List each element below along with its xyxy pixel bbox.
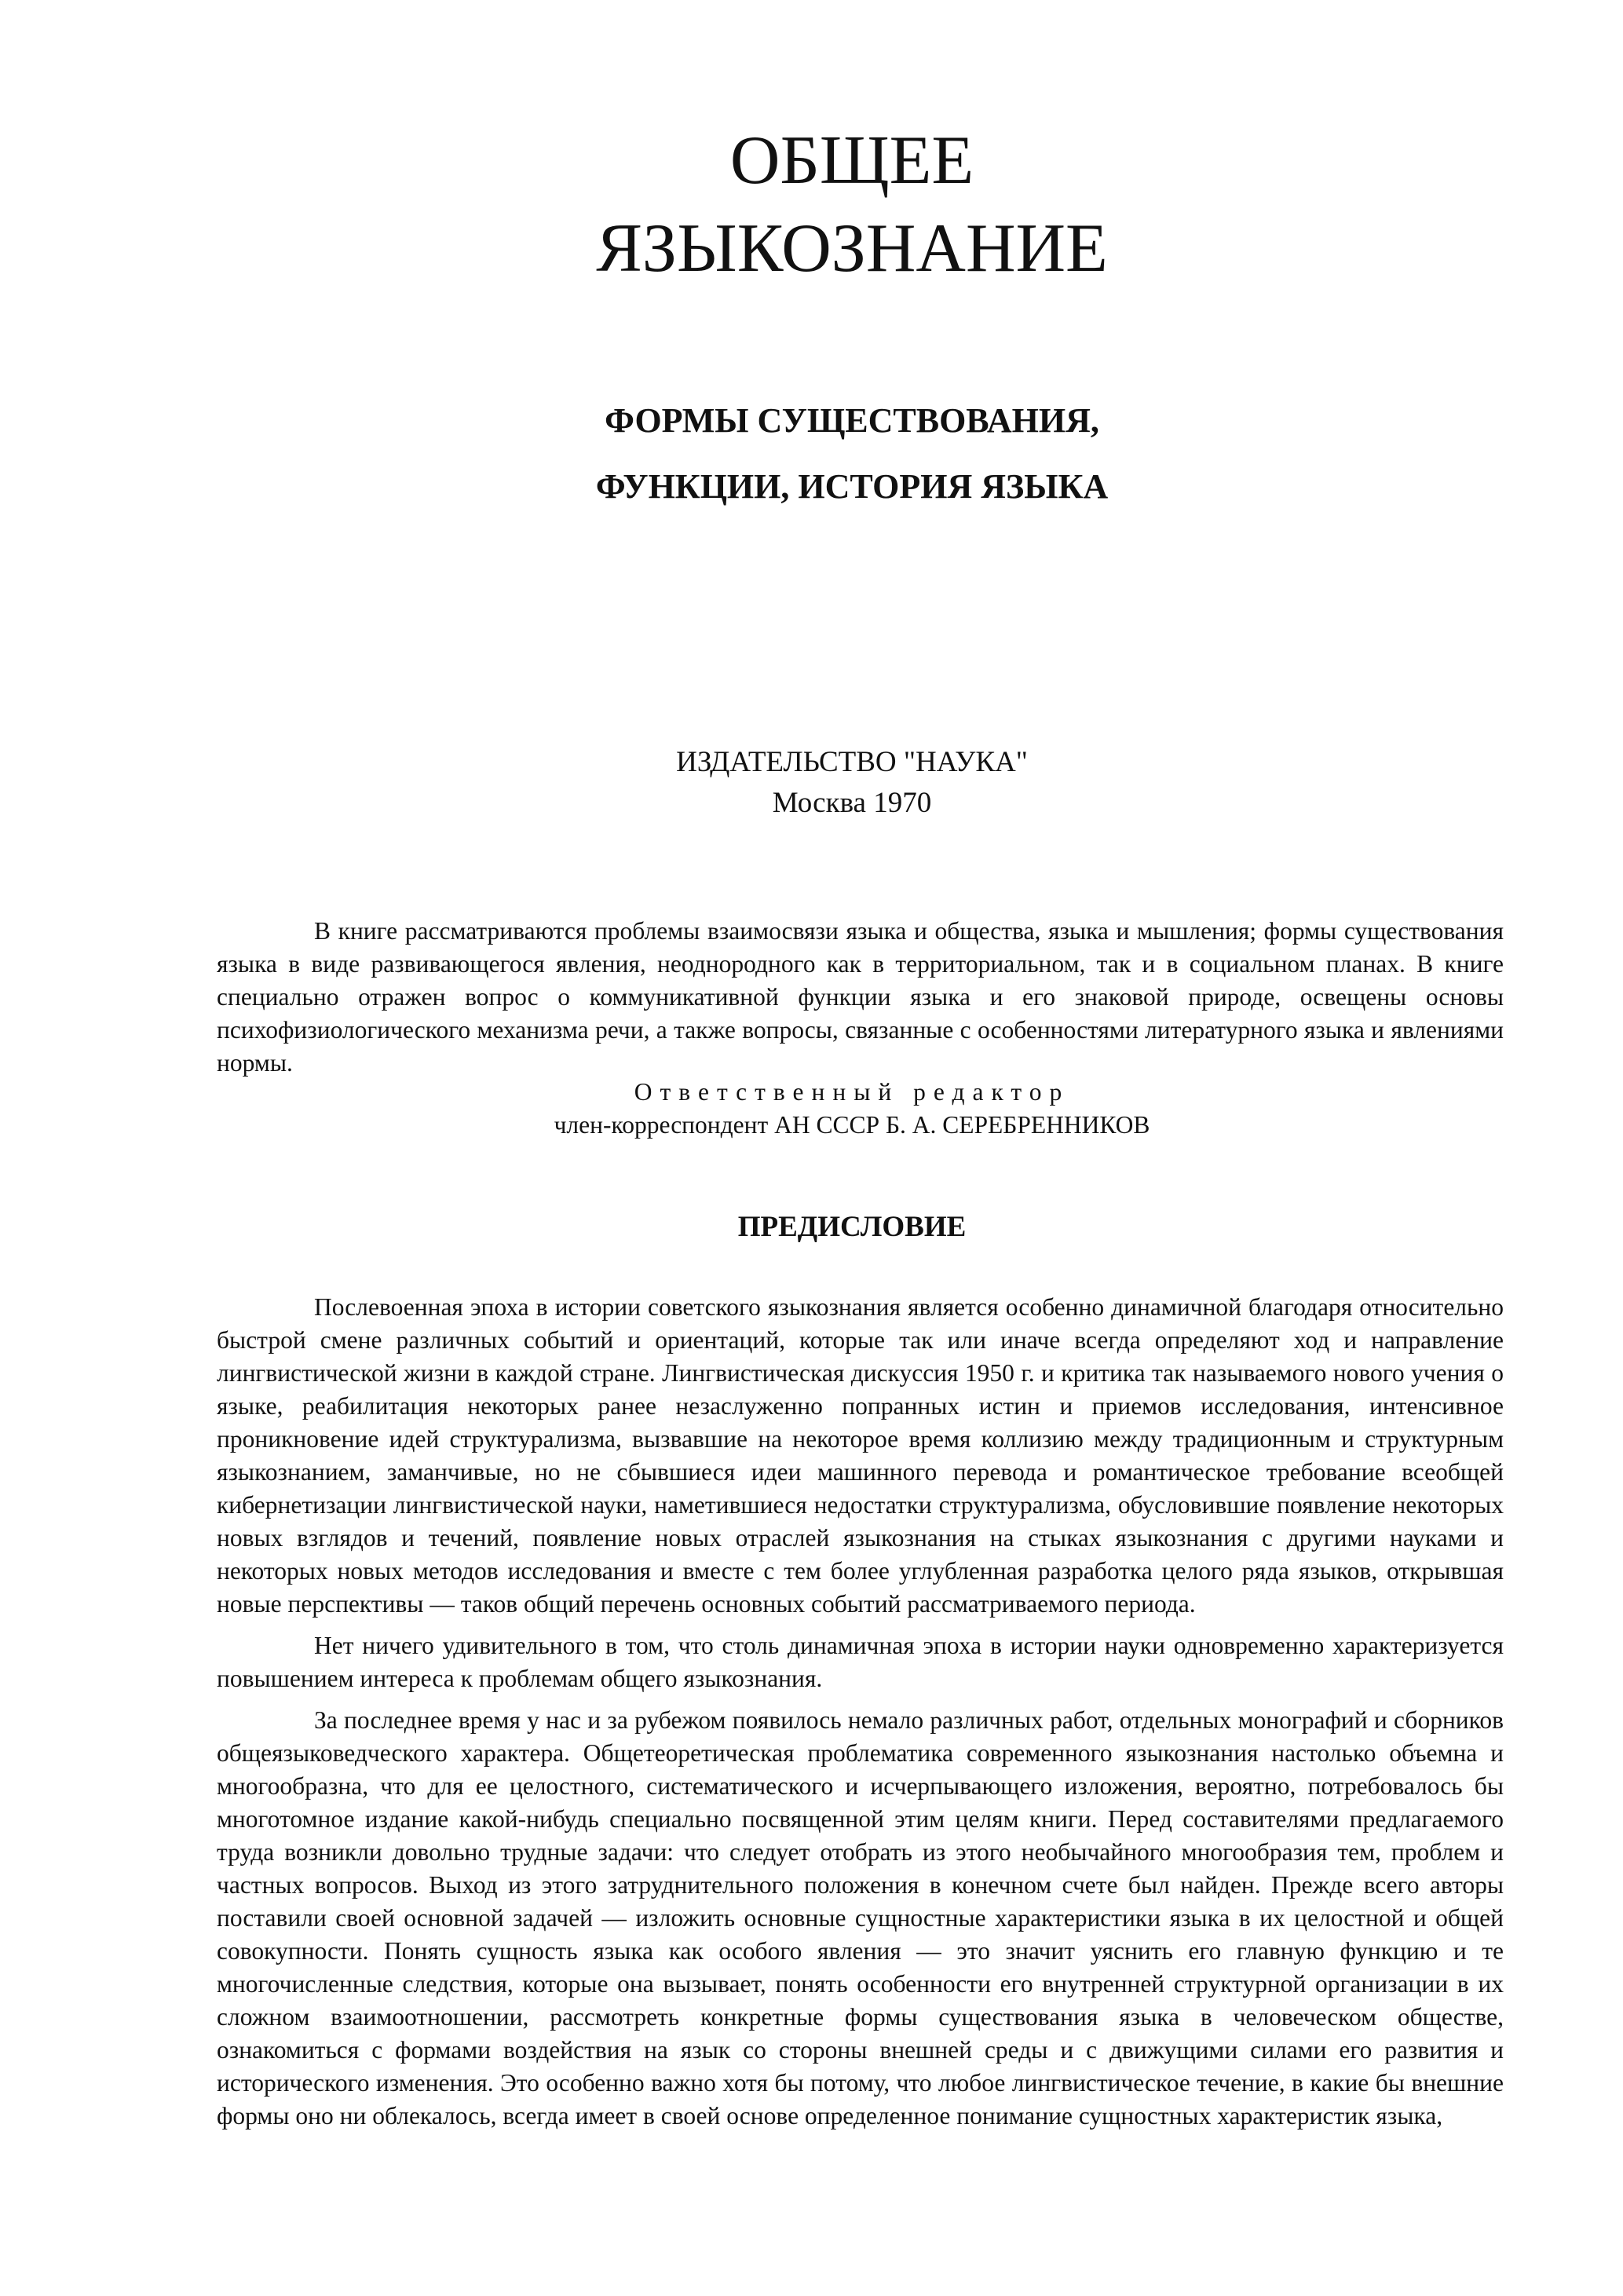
annotation-text: В книге рассматриваются проблемы взаимосвязи языка и общества, языка и мышления; формы существования языка в виде развивающегося явления, неоднородного как в территориальном, так и в социальном планах. В книге специально отражен вопрос о коммуникативной функции языка и его знаковой природе, освещены основы психофизиологического механизма речи, а также вопросы, связанные с особенностями литературного языка и явлениями нормы. bbox=[217, 917, 1504, 1077]
publisher-name: ИЗДАТЕЛЬСТВО "НАУКА" bbox=[676, 746, 1028, 778]
preface-paragraph: Послевоенная эпоха в истории советского языкознания является особенно динамичной благодаря относительно быстрой смене различных событий и ориентаций, которые так или иначе всегда определяют ход и направление лингвистической жизни в каждой стране. Лингвистическая дискуссия 1950 г. и критика так называемого нового учения о языке, реабилитация некоторых ранее незаслуженно попранных истин и приемов исследования, интенсивное проникновение идей структурализма, вызвавшие на некоторое время коллизию между традиционным и структурным языкознанием, заманчивые, но не сбывшиеся идеи машинного перевода и романтическое требование всеобщей кибернетизации лингвистической науки, наметившиеся недостатки структурализма, обусловившие появление некоторых новых взглядов и течений, появление новых отраслей языкознания на стыках языкознания с другими науками и некоторых новых методов исследования и вместе с тем более углубленная разработка целого ряда языков, открывшая новые перспективы — таков общий перечень основных событий рассматриваемого периода. bbox=[217, 1293, 1504, 1618]
publisher-city-year: Москва 1970 bbox=[772, 787, 932, 819]
preface-paragraph: Нет ничего удивительного в том, что столь динамичная эпоха в истории науки одновременно характеризуется повышением интереса к проблемам общего языкознания. bbox=[217, 1632, 1504, 1692]
book-subtitle-line-1: ФОРМЫ СУЩЕСТВОВАНИЯ, bbox=[605, 401, 1099, 440]
annotation-block bbox=[217, 915, 1504, 1080]
book-title-line-1: ОБЩЕЕ bbox=[729, 122, 974, 199]
preface-heading: ПРЕДИСЛОВИЕ bbox=[737, 1211, 967, 1243]
preface-paragraph: За последнее время у нас и за рубежом появилось немало различных работ, отдельных монографий и сборников общеязыковедческого характера. Общетеоретическая проблематика современного языкознания настолько объемна и многообразна, что для ее целостного, систематического и исчерпывающего изложения, вероятно, потребовалось бы многотомное издание какой-нибудь специально посвященной этим целям книги. Перед составителями предлагаемого труда возникли довольно трудные задачи: что следует отобрать из этого необычайного многообразия тем, проблем и частных вопросов. Выход из этого затруднительного положения в конечном счете был найден. Прежде всего авторы поставили своей основной задачей — изложить основные сущностные характеристики языка в их целостной и общей совокупности. Понять сущность языка как особого явления — это значит уяснить его главную функцию и те многочисленные следствия, которые она вызывает, понять особенности его внутренней структурной организации в их сложном взаимоотношении, рассмотреть конкретные формы существования языка в человеческом обществе, ознакомиться с формами воздействия на язык со стороны внешней среды и с движущими силами его развития и исторического изменения. Это особенно важно хотя бы потому, что любое лингвистическое течение, в какие бы внешние формы оно ни облекалось, всегда имеет в своей основе определенное понимание сущностных характеристик языка, bbox=[217, 1706, 1504, 2130]
book-title-line-2: ЯЗЫКОЗНАНИЕ bbox=[596, 210, 1108, 287]
editor-label: Ответственный редактор bbox=[634, 1078, 1070, 1106]
preface-body bbox=[217, 1291, 1504, 2133]
book-subtitle-line-2: ФУНКЦИИ, ИСТОРИЯ ЯЗЫКА bbox=[595, 467, 1109, 506]
editor-name: член-корреспондент АН СССР Б. А. СЕРЕБРЕННИКОВ bbox=[554, 1111, 1150, 1139]
